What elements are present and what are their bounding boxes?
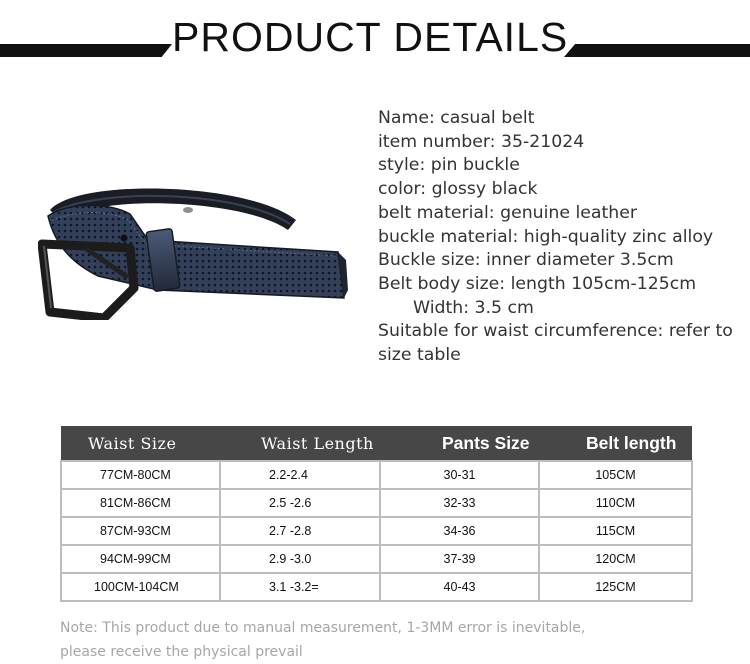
cell-waist-length: 2.7 -2.8 <box>220 517 380 545</box>
cell-waist-size: 87CM-93CM <box>61 517 220 545</box>
spec-buckle-size: Buckle size: inner diameter 3.5cm <box>378 250 674 271</box>
cell-waist-size: 94CM-99CM <box>61 545 220 573</box>
header-waist-size: Waist Size <box>61 426 220 461</box>
spec-body-size: Belt body size: length 105cm-125cm <box>378 273 697 294</box>
cell-waist-length: 2.9 -3.0 <box>220 545 380 573</box>
size-table-header <box>61 426 692 461</box>
header-bar-right <box>564 44 750 57</box>
belt-rivet <box>183 207 193 213</box>
table-row <box>61 461 692 489</box>
cell-waist-length: 2.2-2.4 <box>220 461 380 489</box>
spec-width: Width: 3.5 cm <box>413 297 534 318</box>
cell-waist-length: 3.1 -3.2= <box>220 573 380 601</box>
cell-belt-length: 105CM <box>539 461 692 489</box>
cell-pants-size: 40-43 <box>380 573 539 601</box>
header-bar-left <box>0 44 172 57</box>
cell-waist-size: 77CM-80CM <box>61 461 220 489</box>
note-line-1: Note: This product due to manual measurement, 1-3MM error is inevitable, <box>60 620 586 636</box>
cell-belt-length: 120CM <box>539 545 692 573</box>
spec-item-number: item number: 35-21024 <box>378 131 585 152</box>
cell-pants-size: 32-33 <box>380 489 539 517</box>
belt-hole <box>121 235 128 242</box>
spec-waist-fit: Suitable for waist circumference: refer to size table <box>378 321 733 366</box>
header-belt-length: Belt length <box>539 426 692 461</box>
cell-waist-length: 2.5 -2.6 <box>220 489 380 517</box>
table-row <box>61 573 692 601</box>
cell-pants-size: 37-39 <box>380 545 539 573</box>
belt-product-image <box>38 180 348 320</box>
table-row <box>61 489 692 517</box>
cell-belt-length: 125CM <box>539 573 692 601</box>
cell-belt-length: 110CM <box>539 489 692 517</box>
spec-buckle-material: buckle material: high-quality zinc alloy <box>378 226 714 247</box>
spec-color: color: glossy black <box>378 179 538 200</box>
header <box>0 0 750 80</box>
table-row <box>61 517 692 545</box>
cell-waist-size: 81CM-86CM <box>61 489 220 517</box>
page-title: PRODUCT DETAILS <box>172 14 569 60</box>
product-specs <box>378 107 750 368</box>
cell-belt-length: 115CM <box>539 517 692 545</box>
note-line-2: please receive the physical prevail <box>60 644 303 660</box>
size-table <box>60 426 693 602</box>
table-row <box>61 545 692 573</box>
cell-waist-size: 100CM-104CM <box>61 573 220 601</box>
header-waist-length: Waist Length <box>220 426 380 461</box>
cell-pants-size: 30-31 <box>380 461 539 489</box>
measurement-note <box>60 616 620 664</box>
spec-style: style: pin buckle <box>378 155 520 176</box>
header-pants-size: Pants Size <box>380 426 539 461</box>
spec-belt-material: belt material: genuine leather <box>378 202 637 223</box>
spec-name: Name: casual belt <box>378 108 535 128</box>
cell-pants-size: 34-36 <box>380 517 539 545</box>
